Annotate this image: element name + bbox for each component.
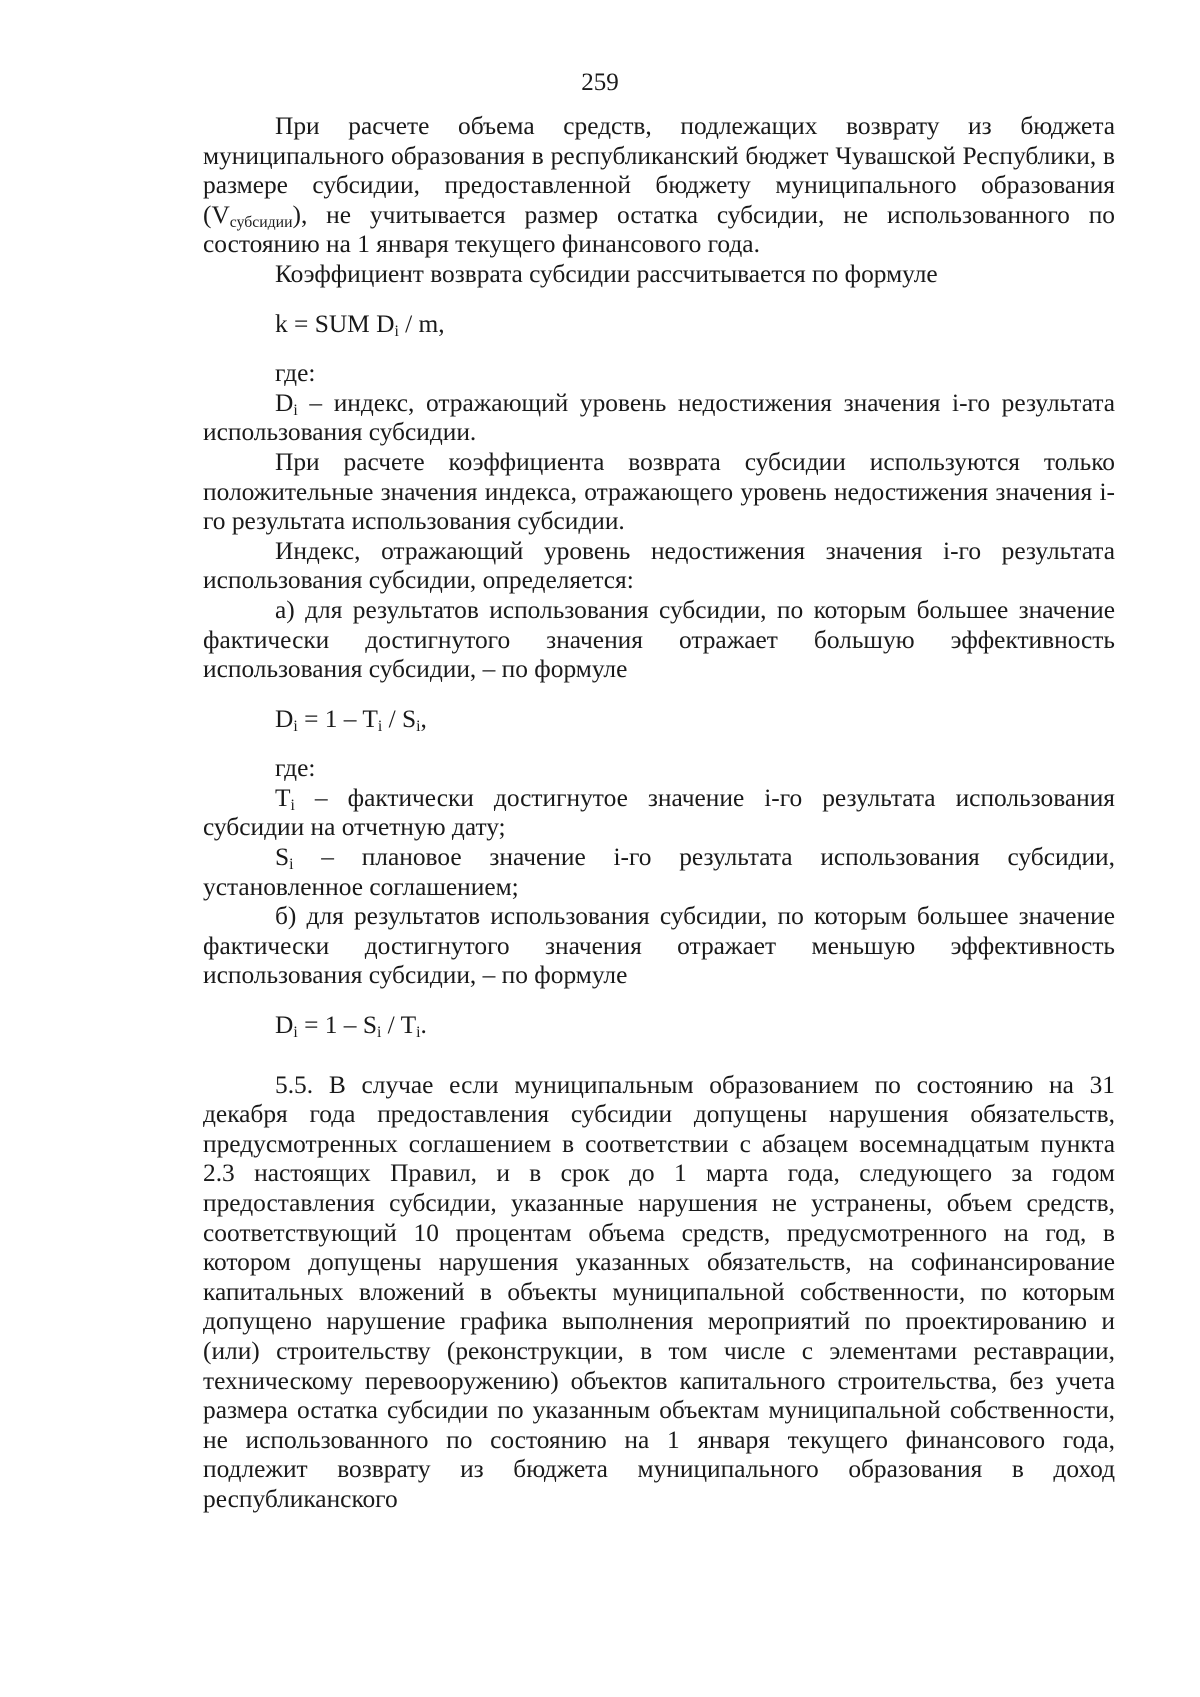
paragraph-case-b: б) для результатов использования субсидии, по которым большее значение фактически достигнутого значения отражает меньшую эффективность использования субсидии, – по формуле xyxy=(203,902,1115,990)
paragraph-section-5-5: 5.5. В случае если муниципальным образованием по состоянию на 31 декабря года предоставления субсидии допущены нарушения обязательств, предусмотренных соглашением в соответствии с абзацем восемнадцатым пункта 2.3 настоящих Правил, и в срок до 1 марта года, следующего за годом предоставления субсидии, указанные нарушения не устранены, объем средств, соответствующий 10 процентам объема средств, предусмотренного на год, в котором допущены нарушения указанных обязательств, на софинансирование капитальных вложений в объекты муниципальной собственности, по которым допущено нарушение графика выполнения мероприятий по проектированию и (или) строительству (реконструкции, в том числе с элементами реставрации, техническому перевооружению) объектов капитального строительства, без учета размера остатка субсидии по указанным объектам муниципальной собственности, не использованного по состоянию на 1 января текущего финансового года, подлежит возврату из бюджета муниципального образования в доход республиканского xyxy=(203,1070,1115,1513)
formula-d-case-b: $D_i = 1 - S_i / T_i$. xyxy=(275,1011,427,1041)
paragraph-coefficient-intro: Коэффициент возврата субсидии рассчитывается по формуле xyxy=(275,259,938,288)
document-body xyxy=(203,112,1115,1515)
page-number: 259 xyxy=(581,69,619,96)
where-label-2: где: xyxy=(275,754,316,783)
definition-d: $D_i$ – индекс, отражающий уровень недостижения значения i-го результата использования субсидии. xyxy=(203,388,1115,447)
definition-t: $T_i$ – фактически достигнутое значение i-го результата использования субсидии на отчетную дату; xyxy=(203,783,1115,842)
paragraph-index-determined: Индекс, отражающий уровень недостижения значения i-го результата использования субсидии, определяется: xyxy=(203,536,1115,595)
formula-k: k = SUM $D_i$ / m, xyxy=(275,309,445,340)
paragraph-case-a: а) для результатов использования субсидии, по которым большее значение фактически достигнутого значения отражает большую эффективность использования субсидии, – по формуле xyxy=(203,595,1115,684)
paragraph-return-volume: При расчете объема средств, подлежащих возврату из бюджета муниципального образования в республиканский бюджет Чувашской Республики, в размере субсидии, предоставленной бюджету муниципального образования $(V_{субсидии})$, не учитывается размер остатка субсидии, не использованного по состоянию на 1 января текущего финансового года. xyxy=(203,112,1115,259)
formula-d-case-a: $D_i = 1 - T_i / S_i$, xyxy=(275,704,427,735)
definition-s: $S_i$ – плановое значение i-го результата использования субсидии, установленное соглашением; xyxy=(203,843,1115,901)
paragraph-positive-values: При расчете коэффициента возврата субсидии используются только положительные значения индекса, отражающего уровень недостижения значения i-го результата использования субсидии. xyxy=(203,447,1115,536)
where-label-1: где: xyxy=(275,359,316,388)
